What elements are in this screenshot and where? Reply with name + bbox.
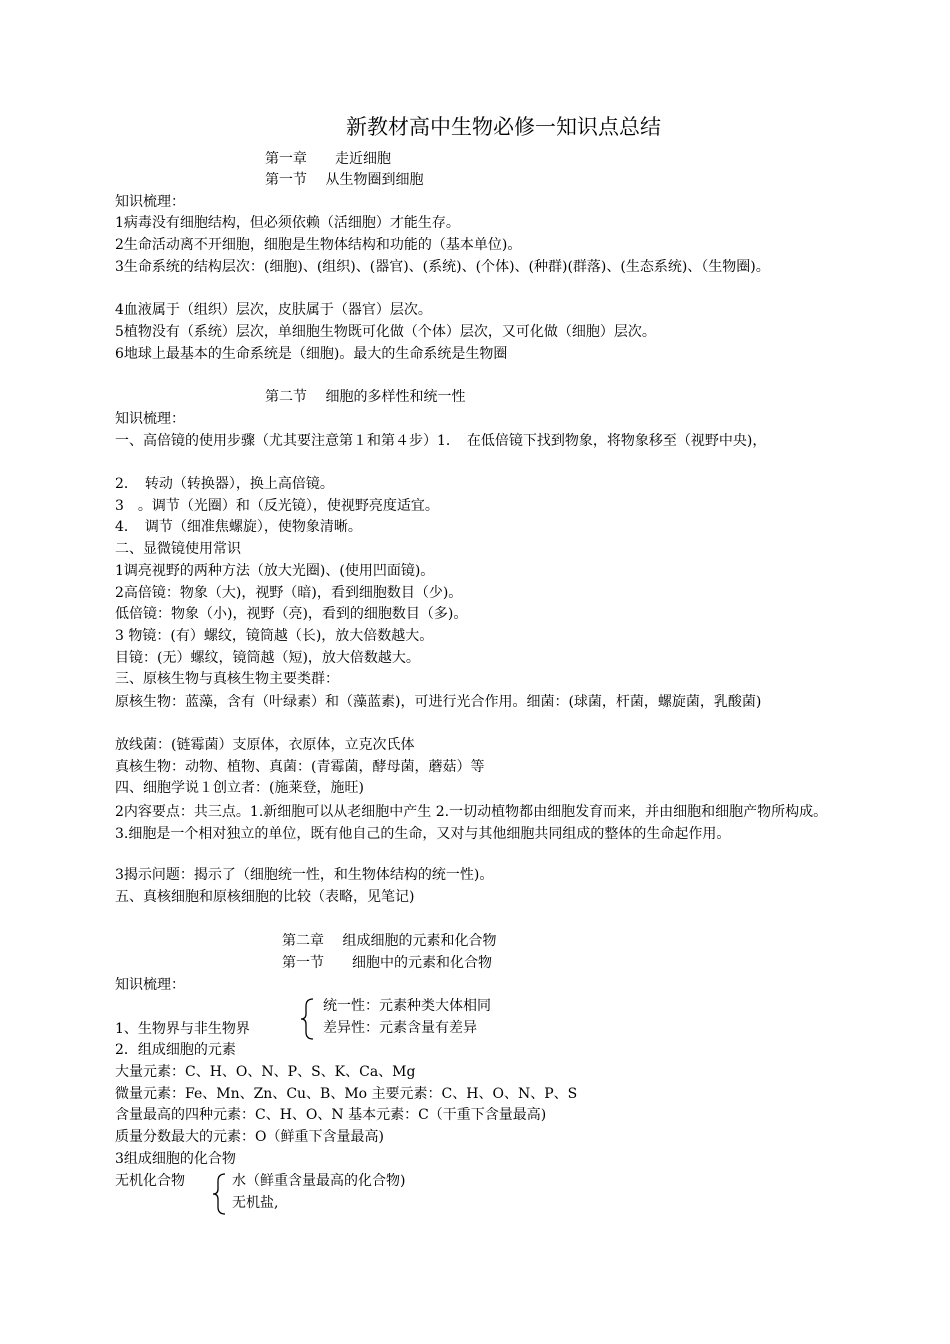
text-line: 4． 调节（细准焦螺旋），使物象清晰。: [115, 519, 362, 535]
knowledge-heading: 知识梳理：: [115, 194, 185, 210]
knowledge-heading: 知识梳理：: [115, 411, 185, 427]
text-line: 3揭示问题：揭示了（细胞统一性，和生物体结构的统一性)。: [115, 867, 494, 883]
text-line: 3 。调节（光圈）和（反光镜），使视野亮度适宜。: [115, 498, 439, 514]
text-line: 原核生物：蓝藻，含有（叶绿素）和（藻蓝素)，可进行光合作用。细菌：(球菌，杆菌，螺旋菌，乳酸菌): [115, 694, 762, 710]
text-line: 真核生物：动物、植物、真菌：(青霉菌，酵母菌，蘑菇）等: [115, 759, 485, 775]
text-line: 四、细胞学说１创立者：(施莱登，施旺): [115, 780, 364, 796]
text-line: 2． 转动（转换器），换上高倍镜。: [115, 476, 334, 492]
section-2-1-heading: 第一节 细胞中的元素和化合物: [282, 955, 492, 971]
section-1-2-heading: 第二节 细胞的多样性和统一性: [265, 389, 466, 405]
text-line: 1、生物界与非生物界: [115, 1021, 250, 1037]
text-line: 3生命系统的结构层次：(细胞)、(组织)、(器官)、(系统)、(个体)、(种群)(群落)、(生态系统)、（生物圈)。: [115, 259, 770, 275]
section-1-1-heading: 第一节 从生物圈到细胞: [265, 172, 424, 188]
text-line: 一、高倍镜的使用步骤（尤其要注意第１和第４步）1． 在低倍镜下找到物象，将物象移至（视野中央)，: [115, 433, 767, 449]
chapter-2-heading: 第二章 组成细胞的元素和化合物: [282, 933, 497, 949]
text-line: 2内容要点：共三点。1.新细胞可以从老细胞中产生 2.一切动植物都由细胞发育而来，并由细胞和细胞产物所构成。 3.细胞是一个相对独立的单位，既有他自己的生命，又对与其他细胞共同组成的整体的生命起作用。: [115, 804, 828, 842]
text-line: 4血液属于（组织）层次，皮肤属于（器官）层次。: [115, 302, 432, 318]
text-line: 放线菌：(链霉菌）支原体，衣原体，立克次氏体: [115, 737, 415, 753]
text-line: 含量最高的四种元素：C、H、O、N 基本元素：C（干重下含量最高): [115, 1107, 547, 1123]
text-line: 1病毒没有细胞结构，但必须依赖（活细胞）才能生存。: [115, 215, 460, 231]
text-line: 统一性：元素种类大体相同: [323, 998, 491, 1014]
text-line: 大量元素：C、H、O、N、P、S、K、Ca、Mg: [115, 1064, 416, 1080]
text-line: 3 物镜：(有）螺纹，镜筒越（长)，放大倍数越大。: [115, 628, 434, 644]
text-line: 无机盐,: [232, 1195, 279, 1211]
text-line: 二、显微镜使用常识: [115, 541, 241, 557]
text-line: 三、原核生物与真核生物主要类群：: [115, 671, 339, 687]
text-line: 低倍镜：物象（小)，视野（亮)，看到的细胞数目（多)。: [115, 606, 468, 622]
page-title: 新教材高中生物必修一知识点总结: [346, 115, 661, 139]
knowledge-heading: 知识梳理：: [115, 977, 185, 993]
text-line: 五、真核细胞和原核细胞的比较（表略，见笔记): [115, 889, 415, 905]
text-line: 无机化合物: [115, 1173, 185, 1189]
text-line: 2高倍镜：物象（大)，视野（暗)，看到细胞数目（少)。: [115, 585, 463, 601]
text-line: 质量分数最大的元素：O（鲜重下含量最高): [115, 1129, 384, 1145]
text-line: 1调亮视野的两种方法（放大光圈)、(使用凹面镜)。: [115, 563, 435, 579]
text-line: 目镜：(无）螺纹，镜筒越（短)，放大倍数越大。: [115, 650, 420, 666]
text-line: 6地球上最基本的生命系统是（细胞)。最大的生命系统是生物圈: [115, 346, 508, 362]
text-line: 3组成细胞的化合物: [115, 1151, 236, 1167]
text-line: 差异性：元素含量有差异: [323, 1020, 477, 1036]
text-line: 2．组成细胞的元素: [115, 1042, 236, 1058]
brace-icon: [299, 997, 317, 1041]
text-line: 水（鲜重含量最高的化合物): [232, 1173, 406, 1189]
chapter-1-heading: 第一章 走近细胞: [265, 151, 391, 167]
text-line: 2生命活动离不开细胞，细胞是生物体结构和功能的（基本单位)。: [115, 237, 522, 253]
text-line: 微量元素：Fe、Mn、Zn、Cu、B、Mo 主要元素：C、H、O、N、P、S: [115, 1086, 578, 1102]
brace-icon: [211, 1172, 229, 1216]
text-line: 5植物没有（系统）层次，单细胞生物既可化做（个体）层次，又可化做（细胞）层次。: [115, 324, 656, 340]
